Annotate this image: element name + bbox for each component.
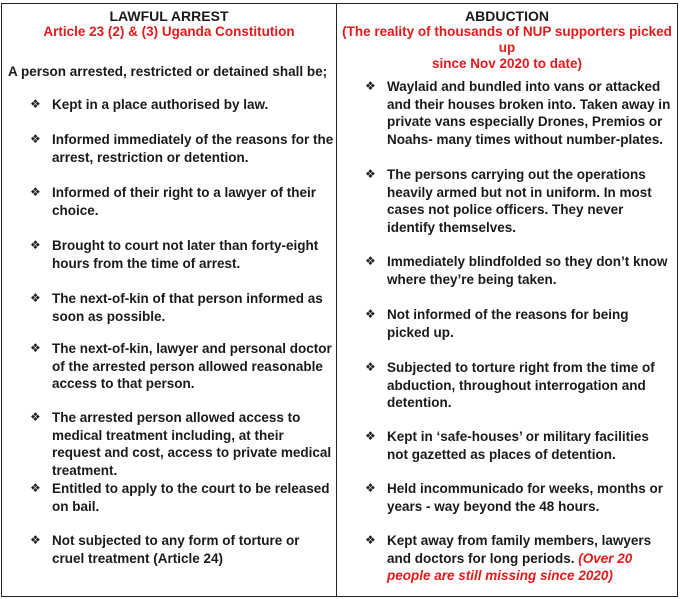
lawful-item <box>30 532 335 567</box>
diamond-bullet-icon: ❖ <box>365 481 376 495</box>
diamond-bullet-icon: ❖ <box>30 291 41 305</box>
diamond-bullet-icon: ❖ <box>365 79 376 93</box>
diamond-bullet-icon: ❖ <box>365 254 376 268</box>
diamond-bullet-icon: ❖ <box>365 533 376 547</box>
lawful-arrest-intro: A person arrested, restricted or detained shall be; <box>8 64 328 79</box>
missing-people-note: (Over 20 people are still missing since 2020) <box>387 550 633 583</box>
lawful-item <box>30 96 335 114</box>
diamond-bullet-icon: ❖ <box>30 185 41 199</box>
abduction-item <box>365 78 673 148</box>
abduction-item <box>365 253 673 288</box>
diamond-bullet-icon: ❖ <box>365 360 376 374</box>
diamond-bullet-icon: ❖ <box>30 97 41 111</box>
diamond-bullet-icon: ❖ <box>30 132 41 146</box>
lawful-item <box>30 237 335 272</box>
lawful-arrest-title: LAWFUL ARREST <box>109 8 229 24</box>
abduction-item-text: Waylaid and bundled into vans or attacked and their houses broken into. Taken away in private vans especially Drones, Premios or Noahs- many times without number-plates. <box>387 79 671 147</box>
lawful-item-text: Informed of their right to a lawyer of their choice. <box>52 185 317 218</box>
lawful-item-text: Informed immediately of the reasons for the arrest, restriction or detention. <box>52 132 334 165</box>
diamond-bullet-icon: ❖ <box>30 481 41 495</box>
diamond-bullet-icon: ❖ <box>365 307 376 321</box>
lawful-item-text: Brought to court not later than forty-eight hours from the time of arrest. <box>52 238 319 271</box>
abduction-column <box>337 4 677 596</box>
abduction-item-text: Immediately blindfolded so they don’t know where they’re being taken. <box>387 254 668 287</box>
abduction-item <box>365 306 673 341</box>
abduction-title: ABDUCTION <box>465 8 549 24</box>
abduction-item <box>365 480 673 515</box>
lawful-item-text: The arrested person allowed access to medical treatment including, at their request and cost, access to private medical treatment. <box>52 410 332 478</box>
comparison-table <box>1 3 678 597</box>
abduction-item <box>365 532 673 585</box>
lawful-item-text: The next-of-kin, lawyer and personal doctor of the arrested person allowed reasonable access to that person. <box>52 341 332 391</box>
lawful-item <box>30 480 335 515</box>
abduction-item-text <box>387 532 673 585</box>
diamond-bullet-icon: ❖ <box>365 429 376 443</box>
diamond-bullet-icon: ❖ <box>30 533 41 547</box>
abduction-item-text: The persons carrying out the operations heavily armed but not in uniform. In most cases not police officers. They never identify themselves. <box>387 167 652 235</box>
lawful-item-text: Entitled to apply to the court to be released on bail. <box>52 481 330 514</box>
lawful-arrest-subtitle: Article 23 (2) & (3) Uganda Constitution <box>43 24 295 39</box>
lawful-item-text: The next-of-kin of that person informed as soon as possible. <box>52 291 323 324</box>
lawful-item <box>30 184 335 219</box>
diamond-bullet-icon: ❖ <box>30 410 41 424</box>
abduction-item-text: Held incommunicado for weeks, months or years - way beyond the 48 hours. <box>387 481 664 514</box>
lawful-item <box>30 409 335 479</box>
abduction-item-text: Subjected to torture right from the time of abduction, throughout interrogation and detention. <box>387 360 655 410</box>
diamond-bullet-icon: ❖ <box>30 238 41 252</box>
lawful-item <box>30 290 335 325</box>
abduction-item-text: Kept in ‘safe-houses’ or military facilities not gazetted as places of detention. <box>387 429 649 462</box>
abduction-item <box>365 359 673 412</box>
lawful-item <box>30 131 335 166</box>
abduction-item-main-text: Kept away from family members, lawyers and doctors for long periods. <box>387 533 652 566</box>
lawful-item-text: Kept in a place authorised by law. <box>52 97 269 112</box>
lawful-arrest-column <box>2 4 337 596</box>
lawful-item <box>30 340 335 393</box>
diamond-bullet-icon: ❖ <box>365 167 376 181</box>
abduction-item-text: Not informed of the reasons for being picked up. <box>387 307 629 340</box>
abduction-subtitle-line-1: (The reality of thousands of NUP supporters picked up <box>342 24 672 55</box>
diamond-bullet-icon: ❖ <box>30 341 41 355</box>
lawful-item-text: Not subjected to any form of torture or cruel treatment (Article 24) <box>52 533 300 566</box>
abduction-subtitle-line-2: since Nov 2020 to date) <box>431 56 583 71</box>
abduction-item <box>365 428 673 463</box>
abduction-item <box>365 166 673 236</box>
